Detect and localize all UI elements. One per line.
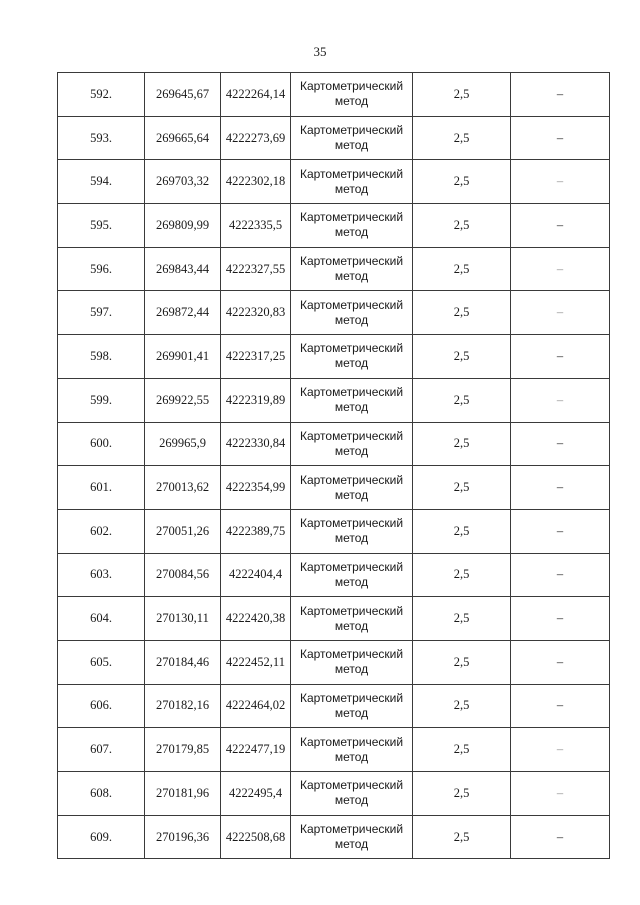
x-coordinate-cell: 270130,11	[145, 597, 221, 641]
accuracy-cell: 2,5	[413, 291, 511, 335]
method-line-2: метод	[334, 356, 369, 371]
method-line-2: метод	[334, 574, 369, 589]
accuracy-cell: 2,5	[413, 73, 511, 117]
accuracy-cell: 2,5	[413, 160, 511, 204]
point-number-cell: 600.	[58, 422, 145, 466]
method-line-2: метод	[334, 618, 369, 633]
method-line-2: метод	[334, 749, 369, 764]
note-cell: –	[511, 640, 610, 684]
table-row	[58, 815, 610, 859]
method-line-1: Картометрический	[299, 385, 404, 400]
method-cell	[291, 291, 413, 335]
point-number-cell: 599.	[58, 378, 145, 422]
table-row	[58, 684, 610, 728]
y-coordinate-cell: 4222319,89	[221, 378, 291, 422]
y-coordinate-cell: 4222302,18	[221, 160, 291, 204]
y-coordinate-cell: 4222477,19	[221, 728, 291, 772]
table-row	[58, 247, 610, 291]
x-coordinate-cell: 270084,56	[145, 553, 221, 597]
method-cell	[291, 640, 413, 684]
method-line-2: метод	[334, 181, 369, 196]
accuracy-cell: 2,5	[413, 422, 511, 466]
table-row	[58, 116, 610, 160]
point-number-cell: 604.	[58, 597, 145, 641]
x-coordinate-cell: 269703,32	[145, 160, 221, 204]
x-coordinate-cell: 270196,36	[145, 815, 221, 859]
method-line-1: Картометрический	[299, 822, 404, 837]
point-number-cell: 601.	[58, 466, 145, 510]
x-coordinate-cell: 269922,55	[145, 378, 221, 422]
table-row	[58, 422, 610, 466]
note-cell: –	[511, 422, 610, 466]
method-line-1: Картометрический	[299, 297, 404, 312]
x-coordinate-cell: 269965,9	[145, 422, 221, 466]
accuracy-cell: 2,5	[413, 466, 511, 510]
note-cell: –	[511, 815, 610, 859]
note-cell: –	[511, 247, 610, 291]
method-cell	[291, 553, 413, 597]
accuracy-cell: 2,5	[413, 815, 511, 859]
accuracy-cell: 2,5	[413, 204, 511, 248]
point-number-cell: 596.	[58, 247, 145, 291]
method-cell	[291, 73, 413, 117]
y-coordinate-cell: 4222327,55	[221, 247, 291, 291]
y-coordinate-cell: 4222330,84	[221, 422, 291, 466]
method-line-2: метод	[334, 793, 369, 808]
note-cell: –	[511, 728, 610, 772]
note-cell: –	[511, 116, 610, 160]
point-number-cell: 593.	[58, 116, 145, 160]
note-cell: –	[511, 291, 610, 335]
x-coordinate-cell: 269665,64	[145, 116, 221, 160]
note-cell: –	[511, 772, 610, 816]
y-coordinate-cell: 4222452,11	[221, 640, 291, 684]
table-row	[58, 509, 610, 553]
y-coordinate-cell: 4222389,75	[221, 509, 291, 553]
y-coordinate-cell: 4222264,14	[221, 73, 291, 117]
method-cell	[291, 247, 413, 291]
method-line-1: Картометрический	[299, 428, 404, 443]
accuracy-cell: 2,5	[413, 728, 511, 772]
x-coordinate-cell: 270181,96	[145, 772, 221, 816]
method-line-2: метод	[334, 531, 369, 546]
note-cell: –	[511, 204, 610, 248]
table-row	[58, 640, 610, 684]
x-coordinate-cell: 269872,44	[145, 291, 221, 335]
accuracy-cell: 2,5	[413, 640, 511, 684]
method-cell	[291, 772, 413, 816]
method-line-2: метод	[334, 443, 369, 458]
method-cell	[291, 509, 413, 553]
method-line-2: метод	[334, 312, 369, 327]
point-number-cell: 598.	[58, 335, 145, 379]
table-row	[58, 204, 610, 248]
x-coordinate-cell: 270013,62	[145, 466, 221, 510]
note-cell: –	[511, 335, 610, 379]
method-cell	[291, 728, 413, 772]
x-coordinate-cell: 270184,46	[145, 640, 221, 684]
method-line-2: метод	[334, 94, 369, 109]
x-coordinate-cell: 270051,26	[145, 509, 221, 553]
x-coordinate-cell: 269843,44	[145, 247, 221, 291]
point-number-cell: 602.	[58, 509, 145, 553]
x-coordinate-cell: 269809,99	[145, 204, 221, 248]
y-coordinate-cell: 4222317,25	[221, 335, 291, 379]
y-coordinate-cell: 4222420,38	[221, 597, 291, 641]
note-cell: –	[511, 509, 610, 553]
method-line-1: Картометрический	[299, 734, 404, 749]
method-cell	[291, 204, 413, 248]
point-number-cell: 592.	[58, 73, 145, 117]
method-line-2: метод	[334, 225, 369, 240]
method-line-1: Картометрический	[299, 79, 404, 94]
page-number: 35	[313, 44, 327, 59]
method-line-1: Картометрический	[299, 647, 404, 662]
y-coordinate-cell: 4222354,99	[221, 466, 291, 510]
table-row	[58, 160, 610, 204]
method-line-1: Картометрический	[299, 210, 404, 225]
method-cell	[291, 335, 413, 379]
method-line-2: метод	[334, 705, 369, 720]
x-coordinate-cell: 269645,67	[145, 73, 221, 117]
table-row	[58, 291, 610, 335]
y-coordinate-cell: 4222320,83	[221, 291, 291, 335]
accuracy-cell: 2,5	[413, 553, 511, 597]
method-line-1: Картометрический	[299, 690, 404, 705]
x-coordinate-cell: 269901,41	[145, 335, 221, 379]
method-cell	[291, 597, 413, 641]
table-row	[58, 772, 610, 816]
accuracy-cell: 2,5	[413, 335, 511, 379]
note-cell: –	[511, 684, 610, 728]
method-line-1: Картометрический	[299, 516, 404, 531]
note-cell: –	[511, 160, 610, 204]
method-cell	[291, 466, 413, 510]
table-row	[58, 597, 610, 641]
note-cell: –	[511, 378, 610, 422]
point-number-cell: 607.	[58, 728, 145, 772]
method-cell	[291, 684, 413, 728]
method-line-1: Картометрический	[299, 778, 404, 793]
note-cell: –	[511, 597, 610, 641]
table-row	[58, 553, 610, 597]
note-cell: –	[511, 466, 610, 510]
table-row	[58, 335, 610, 379]
y-coordinate-cell: 4222464,02	[221, 684, 291, 728]
point-number-cell: 606.	[58, 684, 145, 728]
accuracy-cell: 2,5	[413, 509, 511, 553]
table-row	[58, 378, 610, 422]
point-number-cell: 603.	[58, 553, 145, 597]
method-line-2: метод	[334, 662, 369, 677]
point-number-cell: 597.	[58, 291, 145, 335]
note-cell: –	[511, 553, 610, 597]
table-row	[58, 73, 610, 117]
y-coordinate-cell: 4222335,5	[221, 204, 291, 248]
method-line-1: Картометрический	[299, 559, 404, 574]
point-number-cell: 609.	[58, 815, 145, 859]
x-coordinate-cell: 270182,16	[145, 684, 221, 728]
method-line-2: метод	[334, 400, 369, 415]
method-line-1: Картометрический	[299, 123, 404, 138]
accuracy-cell: 2,5	[413, 378, 511, 422]
accuracy-cell: 2,5	[413, 597, 511, 641]
y-coordinate-cell: 4222273,69	[221, 116, 291, 160]
y-coordinate-cell: 4222404,4	[221, 553, 291, 597]
method-cell	[291, 422, 413, 466]
method-line-1: Картометрический	[299, 603, 404, 618]
method-line-1: Картометрический	[299, 472, 404, 487]
method-line-1: Картометрический	[299, 254, 404, 269]
method-cell	[291, 160, 413, 204]
method-cell	[291, 815, 413, 859]
method-line-2: метод	[334, 487, 369, 502]
note-cell: –	[511, 73, 610, 117]
coordinates-table	[57, 72, 610, 859]
accuracy-cell: 2,5	[413, 772, 511, 816]
point-number-cell: 594.	[58, 160, 145, 204]
table-body	[58, 73, 610, 859]
table-row	[58, 466, 610, 510]
point-number-cell: 595.	[58, 204, 145, 248]
x-coordinate-cell: 270179,85	[145, 728, 221, 772]
method-line-2: метод	[334, 837, 369, 852]
table-row	[58, 728, 610, 772]
point-number-cell: 608.	[58, 772, 145, 816]
method-line-1: Картометрический	[299, 166, 404, 181]
method-line-2: метод	[334, 269, 369, 284]
method-cell	[291, 378, 413, 422]
method-line-2: метод	[334, 138, 369, 153]
point-number-cell: 605.	[58, 640, 145, 684]
accuracy-cell: 2,5	[413, 247, 511, 291]
accuracy-cell: 2,5	[413, 116, 511, 160]
method-line-1: Картометрический	[299, 341, 404, 356]
y-coordinate-cell: 4222508,68	[221, 815, 291, 859]
method-cell	[291, 116, 413, 160]
accuracy-cell: 2,5	[413, 684, 511, 728]
y-coordinate-cell: 4222495,4	[221, 772, 291, 816]
